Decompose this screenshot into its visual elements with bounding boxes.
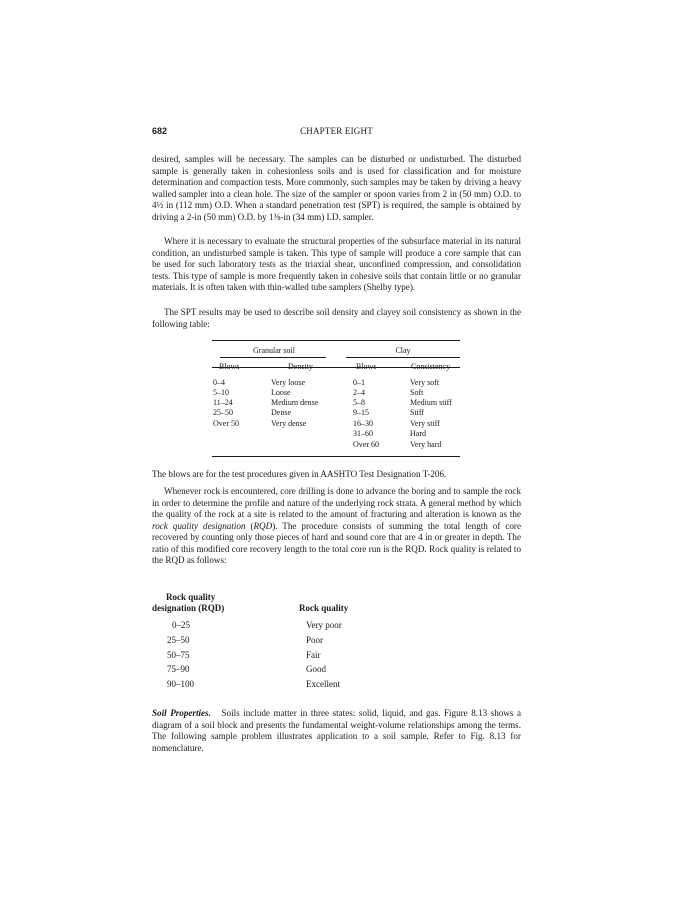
table-cell: Fair	[306, 650, 321, 660]
table-cell: Very stiff	[410, 419, 440, 428]
paragraph-sampling: desired, samples will be necessary. The samples can be disturbed or undisturbed. The disturbed sample is generally taken in cohesionless soils and is used for classification and for moisture determination and compaction tests. More commonly, such samples may be taken by driving a heavy walled sampler into a clean hole. The size of the sampler or spoon varies from 2 in (50 mm) O.D. to 4½ in (112 mm) O.D. When a standard penetration test (SPT) is required, the sample is obtained by driving a 2-in (50 mm) O.D. by 1⅜-in (34 mm) I.D. sampler.	[152, 154, 521, 222]
column-header-consistency: Consistency	[411, 362, 451, 371]
table-cell: 90–100	[167, 679, 194, 689]
column-header-density: Density	[288, 362, 313, 371]
section-run-in-heading: Soil Properties.	[152, 708, 211, 718]
table-header-rule	[212, 367, 460, 368]
paragraph-aashto-note: The blows are for the test procedures given in AASHTO Test Designation T-206.	[152, 469, 447, 479]
group-rule-clay	[346, 357, 460, 358]
table-cell: Poor	[306, 635, 324, 645]
paragraph-soil-properties	[152, 708, 521, 754]
table-cell: Over 50	[213, 419, 239, 428]
table-cell: 16–30	[353, 419, 373, 428]
table-cell: Soft	[410, 388, 424, 397]
table-cell: Hard	[410, 429, 426, 438]
term-rqd: rock quality designation	[152, 520, 246, 531]
rqd-header-line2: designation (RQD)	[152, 603, 225, 613]
column-header-granular-blows: Blows	[219, 362, 240, 371]
table-cell: Medium dense	[271, 398, 319, 407]
table-cell: 5–10	[213, 388, 229, 397]
table-cell: Stiff	[410, 408, 425, 417]
table-cell: 5–8	[353, 398, 365, 407]
group-heading-granular: Granular soil	[253, 346, 295, 355]
table-cell: 31–60	[353, 429, 373, 438]
text-run: Whenever rock is encountered, core drilling is done to advance the boring and to sample the rock in order to determine the profile and nature of the underlying rock strata. A general method by which the quality of the rock at a site is related to the amount of fracturing and alteration is known as the	[152, 486, 521, 520]
table-cell: 75–90	[167, 664, 190, 674]
table-cell: Excellent	[306, 679, 340, 689]
table-cell: 0–1	[353, 378, 365, 387]
table-cell: Over 60	[353, 440, 379, 449]
table-cell: 9–15	[353, 408, 369, 417]
table-bottom-rule	[212, 456, 460, 457]
page-number: 682	[152, 126, 168, 136]
rqd-header-line1: Rock quality	[166, 592, 216, 602]
table-cell: 11–24	[213, 398, 233, 407]
table-cell: 25–50	[167, 635, 190, 645]
group-rule-granular	[220, 357, 326, 358]
running-header	[152, 126, 521, 140]
paragraph-rock-coring	[152, 486, 521, 567]
rock-quality-header: Rock quality	[299, 603, 349, 613]
paragraph-spt-intro: The SPT results may be used to describe soil density and clayey soil consistency as shown in the following table:	[152, 307, 521, 329]
table-cell: Loose	[271, 388, 291, 397]
table-cell: Very hard	[410, 440, 442, 449]
table-cell: 0–4	[213, 378, 225, 387]
table-cell: Dense	[271, 408, 291, 417]
table-top-rule	[212, 340, 460, 341]
table-cell: Very poor	[306, 620, 342, 630]
table-cell: 0–25	[172, 620, 190, 630]
text-run: (	[245, 520, 254, 531]
table-cell: 25–50	[213, 408, 233, 417]
table-cell: 50–75	[167, 650, 190, 660]
group-heading-clay: Clay	[395, 346, 411, 355]
table-cell: Medium stiff	[410, 398, 452, 407]
abbr-rqd: RQD	[253, 520, 273, 531]
text-run: ). The procedure consists of summing the total length of core recovered by counting only those pieces of hard and sound core that are 4 in or greater in depth. The ratio of this modified core recovery length to the total core run is the RQD. Rock quality is related to the RQD as follows:	[152, 520, 521, 566]
table-cell: 2–4	[353, 388, 365, 397]
paragraph-undisturbed-sample: Where it is necessary to evaluate the structural properties of the subsurface material in its natural condition, an undisturbed sample is taken. This type of sample will produce a core sample that can be used for such laboratory tests as the triaxial shear, unconfined compression, and consolidation tests. This type of sample is more frequently taken in cohesive soils that contain little or no granular materials. It is often taken with thin-walled tube samplers (Shelby type).	[152, 236, 521, 293]
table-cell: Very loose	[271, 378, 305, 387]
table-cell: Good	[306, 664, 326, 674]
text-run: Soils include matter in three states: solid, liquid, and gas. Figure 8.13 shows a diagram of a soil block and presents the fundamental weight-volume relationships among the terms. The following sample problem illustrates application to a soil sample. Refer to Fig. 8.13 for nomenclature.	[152, 708, 521, 753]
column-header-clay-blows: Blows	[356, 362, 377, 371]
table-cell: Very soft	[410, 378, 440, 387]
chapter-title: CHAPTER EIGHT	[300, 126, 373, 136]
table-cell: Very dense	[271, 419, 307, 428]
